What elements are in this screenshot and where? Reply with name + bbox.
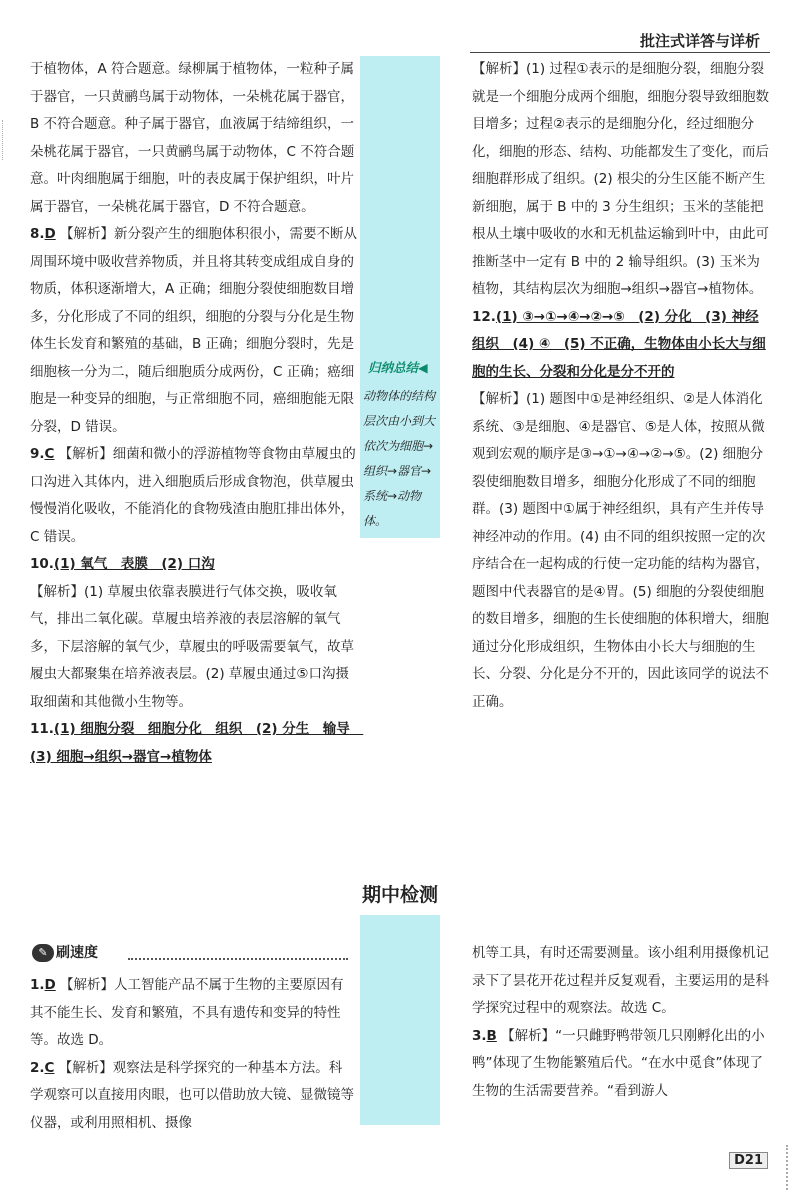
answer-item-8 [30,221,360,441]
answer-item-11 [30,716,364,771]
section-title: 期中检测 [361,884,438,906]
right-column [472,56,772,716]
page-header-title: 批注式详答与详析 [639,32,760,50]
item-explanation: 【解析】“一只雌野鸭带领几只刚孵化出的小鸭”体现了生物能繁殖后代。“在水中觅食”体现了生物的生活需要营养。“看到游人 [472,1027,765,1099]
item-number: 1. [30,977,45,993]
header-divider [470,52,770,53]
item-answer: C [44,446,55,462]
answer-continuation: 机等工具，有时还需要测量。该小组利用摄像机记录下了昙花开花过程并反复观看，主要运用的是科学探究过程中的观察法。故选 C。 [472,945,769,1016]
annotation-strip-bottom [360,915,440,1125]
summary-note-title: 归纳总结◀ [368,360,428,375]
item-number: 2. [30,1059,45,1076]
item-answer: C [44,1059,55,1076]
answer-item-2 [30,1055,355,1138]
item-explanation: 【解析】(1) 题图中①是神经组织、②是人体消化系统、③是细胞、④是器官、⑤是人体，按照从微观到宏观的顺序是③→①→④→②→⑤。(2) 细胞分裂使细胞数目增多，细胞分化形成了不同的细胞群。(3) 题图中①属于神经组织，具有产生并传导神经冲动的作用。(4) 由不同的组织按照一定的次序结合在一起构成的行使一定功能的结构为器官，题图中代表器官的是④胃。(5) 细胞的分裂使细胞的数目增多，细胞的生长使细胞的体积增大，细胞通过分化形成组织，生物体由小长大与细胞的生长、分裂、分化是分不开的，因此该同学的说法不正确。 [472,391,769,710]
item-number: 12. [472,308,496,325]
page-number: D21 [729,1152,768,1169]
item-answer-line: (1) 细胞分裂 细胞分化 组织 (2) 分生 输导 (3) 细胞→组织→器官→植物体 [30,721,364,765]
answer-item-10 [30,551,360,579]
answer-continuation: 【解析】(1) 过程①表示的是细胞分裂，细胞分裂就是一个细胞分成两个细胞，细胞分裂导致细胞数目增多；过程②表示的是细胞分化，经过细胞分化，细胞的形态、结构、功能都发生了变化，而后细胞群形成了组织。(2) 根尖的分生区能不断产生新细胞，属于 B 中的 3 分生组织；玉米的茎能把根从土壤中吸收的水和无机盐运输到叶中，由此可推断茎中一定有 B 中的 2 输导组织。(3) 玉米为植物，其结构层次为细胞→组织→器官→植物体。 [472,61,769,297]
item-answer-line: (1) 氧气 表膜 (2) 口沟 [53,556,215,572]
item-number: 10. [30,556,54,572]
answer-item-12 [472,304,772,387]
summary-note-body: 动物体的结构层次由小到大依次为细胞→组织→器官→系统→动物体。 [363,389,436,528]
answer-continuation: 于植物体，A 符合题意。绿柳属于植物体，一粒种子属于器官，一只黄鹂鸟属于动物体，一朵桃花属于器官，B 不符合题意。种子属于器官，血液属于结缔组织，一朵桃花属于器官，一只黄鹂鸟属于动物体，C 不符合题意。叶肉细胞属于细胞，叶的表皮属于保护组织，叶片属于器官，一朵桃花属于器官，D 不符合题意。 [30,61,355,215]
item-explanation: 【解析】人工智能产品不属于生物的主要原因有其不能生长、发育和繁殖，不具有遗传和变异的特性等。故选 D。 [30,977,344,1048]
item-explanation: 【解析】(1) 草履虫依靠表膜进行气体交换，吸收氧气，排出二氧化碳。草履虫培养液的表层溶解的氧气多，下层溶解的氧气少，草履虫的呼吸需要氧气，故草履虫大都聚集在培养液表层。(2) 草履虫通过⑤口沟摄取细菌和其他微小生物等。 [30,583,354,710]
left-column [30,56,364,771]
item-answer: D [44,977,56,993]
item-explanation: 【解析】新分裂产生的细胞体积很小，需要不断从周围环境中吸收营养物质，并且将其转变成组成自身的物质，体积逐渐增大，A 正确；细胞分裂使细胞数目增多，分化形成了不同的组织，细胞的分裂与分化是生物体生长发育和繁殖的基础，B 正确；细胞分裂时，先是细胞核一分为二，随后细胞质分成两份，C 正确；癌细胞是一种变异的细胞，与正常细胞不同，癌细胞能无限分裂，D 错误。 [30,226,358,435]
item-explanation: 【解析】观察法是科学探究的一种基本方法。科学观察可以直接用肉眼，也可以借助放大镜、显微镜等仪器，或利用照相机、摄像 [30,1059,354,1131]
item-answer: B [486,1027,497,1044]
bottom-left-column [30,972,355,1137]
item-answer: D [44,226,56,242]
pen-icon: ✎ [32,944,54,962]
speed-section-label [32,942,98,962]
item-explanation: 【解析】细菌和微小的浮游植物等食物由草履虫的口沟进入其体内，进入细胞质后形成食物泡，供草履虫慢慢消化吸收，不能消化的食物残渣由胞肛排出体外，C 错误。 [30,446,356,545]
item-number: 11. [30,721,54,737]
item-number: 8. [30,226,45,242]
margin-mark [2,120,13,160]
item-number: 9. [30,446,45,462]
page-corner-dots [786,1145,788,1190]
answer-item-9 [30,441,360,551]
answer-item-3 [472,1023,772,1106]
answer-item-1 [30,972,355,1055]
item-answer-line: (1) ③→①→④→②→⑤ (2) 分化 (3) 神经组织 (4) ④ (5) 不正确，生物体由小长大与细胞的生长、分裂和分化是分不开的 [472,308,766,380]
bottom-right-column [472,940,772,1105]
speed-label-text: 刷速度 [56,945,98,961]
item-number: 3. [472,1027,487,1044]
dotted-divider [128,958,348,960]
